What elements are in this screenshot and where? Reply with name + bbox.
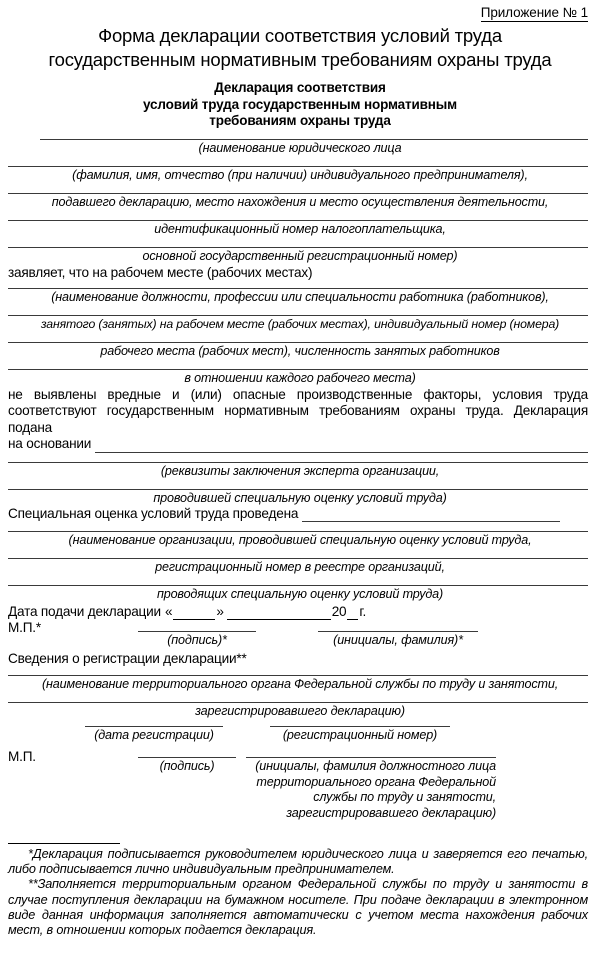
declares-line: заявляет, что на рабочем месте (рабочих местах) xyxy=(8,264,313,280)
field-submission-date[interactable] xyxy=(0,603,600,620)
field-conducted-sout[interactable] xyxy=(0,489,600,506)
sout-conducted-label: Специальная оценка условий труда проведена xyxy=(8,505,299,521)
field-caption: занятого (занятых) на рабочем месте (рабочих местах), индивидуальный номер (номера) xyxy=(40,316,560,331)
field-caption: проводящих специальную оценку условий труда) xyxy=(156,586,444,601)
basis-input[interactable] xyxy=(95,439,588,453)
field-workplace-individual-number[interactable] xyxy=(0,315,600,332)
field-expert-conclusion[interactable] xyxy=(0,462,600,479)
official-signature-caption: (подпись) xyxy=(159,759,215,774)
field-each-workplace[interactable] xyxy=(0,369,600,386)
official-signature-group[interactable] xyxy=(138,749,236,774)
subtitle-line-3: требованиям охраны труда xyxy=(209,113,391,128)
field-legal-entity[interactable] xyxy=(0,139,600,156)
day-input[interactable] xyxy=(173,607,215,620)
registration-date-caption: (дата регистрации) xyxy=(94,728,214,743)
field-conducting-sout[interactable] xyxy=(0,585,600,602)
appendix-row xyxy=(0,0,600,20)
registration-number-caption: (регистрационный номер) xyxy=(282,728,438,743)
field-individual-entrepreneur[interactable] xyxy=(0,166,600,183)
signature-block-official xyxy=(0,749,600,821)
registration-date-group[interactable] xyxy=(85,726,223,743)
official-caption-line-4: зарегистрировавшего декларацию) xyxy=(286,805,496,820)
sout-conducted-input[interactable] xyxy=(302,508,560,522)
field-caption: в отношении каждого рабочего места) xyxy=(184,370,416,385)
field-caption: зарегистрировавшего декларацию) xyxy=(195,704,405,719)
official-caption-line-1: (инициалы, фамилия должностного лица xyxy=(255,759,496,774)
field-workplace-headcount[interactable] xyxy=(0,342,600,359)
official-caption-line-3: службы по труду и занятости, xyxy=(313,790,496,805)
field-caption: подавшего декларацию, место нахождения и место осуществления деятельности, xyxy=(51,194,549,209)
field-caption: (наименование территориального органа Федеральной службы по труду и занятости, xyxy=(41,677,559,692)
appendix-number: Приложение № 1 xyxy=(480,5,588,20)
basis-label: на основании xyxy=(8,436,92,452)
official-initials-group[interactable] xyxy=(246,749,496,821)
submission-date-label: Дата подачи декларации xyxy=(8,603,161,619)
initials-caption: (инициалы, фамилия)* xyxy=(333,632,463,647)
field-org-name-sout[interactable] xyxy=(0,531,600,548)
footnote-separator xyxy=(8,843,120,844)
subtitle-line-1: Декларация соответствия xyxy=(214,80,386,95)
field-declarant-location[interactable] xyxy=(0,193,600,210)
month-input[interactable] xyxy=(227,607,331,620)
field-sout-conducted[interactable] xyxy=(0,506,600,522)
field-caption: регистрационный номер в реестре организаций, xyxy=(155,559,445,574)
field-caption: основной государственный регистрационный номер) xyxy=(142,248,458,263)
stamp-label: М.П.* xyxy=(8,619,41,635)
signature-caption: (подпись)* xyxy=(167,632,227,647)
no-hazards-paragraph: не выявлены вредные и (или) опасные производственные факторы, условия труда соответствуют государственным нормативным требованиям охраны труда. Декларация подана xyxy=(8,386,588,435)
field-registry-number[interactable] xyxy=(0,558,600,575)
official-initials-caption xyxy=(246,758,496,821)
field-caption: идентификационный номер налогоплательщика, xyxy=(154,221,446,236)
field-caption: (реквизиты заключения эксперта организации, xyxy=(160,463,440,478)
field-territorial-body[interactable] xyxy=(0,675,600,692)
quote-open: « xyxy=(164,603,173,619)
year-suffix: г. xyxy=(359,603,367,619)
signature-field-group[interactable] xyxy=(138,620,256,648)
registration-fields-row xyxy=(0,726,600,743)
field-caption: (наименование юридического лица xyxy=(198,140,402,155)
field-ogrn[interactable] xyxy=(0,247,600,264)
signature-block-declarant xyxy=(0,620,600,648)
field-caption: (фамилия, имя, отчество (при наличии) индивидуального предпринимателя), xyxy=(72,167,528,182)
field-taxpayer-number[interactable] xyxy=(0,220,600,237)
registration-info-label: Сведения о регистрации декларации** xyxy=(8,650,247,666)
initials-field-group[interactable] xyxy=(318,620,478,648)
document-subtitle xyxy=(0,80,600,130)
year-input[interactable] xyxy=(347,607,358,620)
field-position-profession[interactable] xyxy=(0,288,600,305)
field-caption: проводившей специальную оценку условий труда) xyxy=(153,490,447,505)
field-caption: рабочего места (рабочих мест), численность занятых работников xyxy=(100,343,500,358)
field-basis[interactable] xyxy=(0,436,600,452)
subtitle-line-2: условий труда государственным нормативным xyxy=(142,96,457,112)
page-title: Форма декларации соответствия условий труда государственным нормативным требованиям охраны труда xyxy=(48,25,552,70)
stamp-label: М.П. xyxy=(8,749,36,765)
field-caption: (наименование должности, профессии или специальности работника (работников), xyxy=(51,289,549,304)
field-caption: (наименование организации, проводившей специальную оценку условий труда, xyxy=(68,532,532,547)
footnote-second: **Заполняется территориальным органом Федеральной службы по труду и занятости в случае поступления декларации на бумажном носителе. При подаче декларации в электронном виде данная информация заполняется автоматически с учетом места нахождения рабочих мест, в отношении которых подается декларация. xyxy=(8,877,588,937)
year-prefix: 20 xyxy=(331,603,347,619)
footnote-first: *Декларация подписывается руководителем юридического лица и заверяется его печатью, либо подписывается лично индивидуальным предпринимателем. xyxy=(8,846,588,877)
official-caption-line-2: территориального органа Федеральной xyxy=(256,774,496,789)
registration-number-group[interactable] xyxy=(270,726,450,743)
field-registered-declaration[interactable] xyxy=(0,702,600,719)
quote-close: » xyxy=(216,603,224,619)
